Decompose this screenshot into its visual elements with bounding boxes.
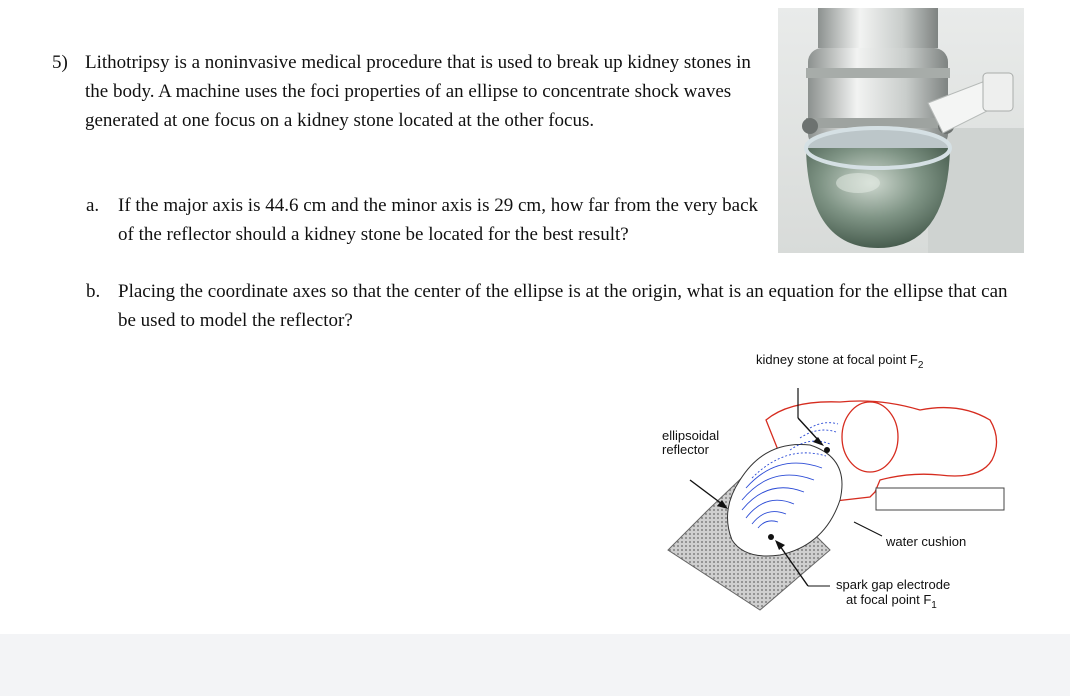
part-a-label: a. — [86, 195, 100, 216]
focal-point-f2 — [824, 447, 830, 453]
water-cushion-box — [876, 488, 1004, 510]
water-cushion-label: water cushion — [886, 534, 967, 549]
part-b — [86, 277, 1026, 335]
part-a — [86, 191, 766, 249]
kidney-outline — [842, 402, 898, 472]
problem-5 — [52, 48, 772, 135]
part-b-label: b. — [86, 281, 101, 302]
part-b-text: Placing the coordinate axes so that the center of the ellipse is at the origin, what is an equation for the ellipse that can be used to model the reflector? — [118, 281, 1008, 331]
problem-number: 5) — [52, 52, 68, 73]
reflector-label-2: reflector — [662, 442, 709, 457]
bottom-band — [0, 634, 1070, 696]
part-a-text: If the major axis is 44.6 cm and the minor axis is 29 cm, how far from the very back of the reflector should a kidney stone be located for the best result? — [118, 195, 759, 245]
reflector-label-1: ellipsoidal — [662, 428, 720, 443]
kidney-stone-label: kidney stone at focal point $F_2$ — [756, 352, 924, 371]
problem-stem: Lithotripsy is a noninvasive medical procedure that is used to break up kidney stones in the body. A machine uses the foci properties of an ellipse to concentrate shock waves generated at one focus on a kidney stone located at the other focus. — [85, 52, 751, 131]
electrode-label-2: at focal point $F_1$ — [846, 592, 937, 611]
lithotripsy-diagram — [640, 340, 1020, 630]
electrode-label-1: spark gap electrode — [836, 577, 951, 592]
focal-point-f1 — [768, 534, 774, 540]
reflector-ellipse — [728, 444, 843, 556]
lithotripter-photo — [778, 8, 1024, 253]
